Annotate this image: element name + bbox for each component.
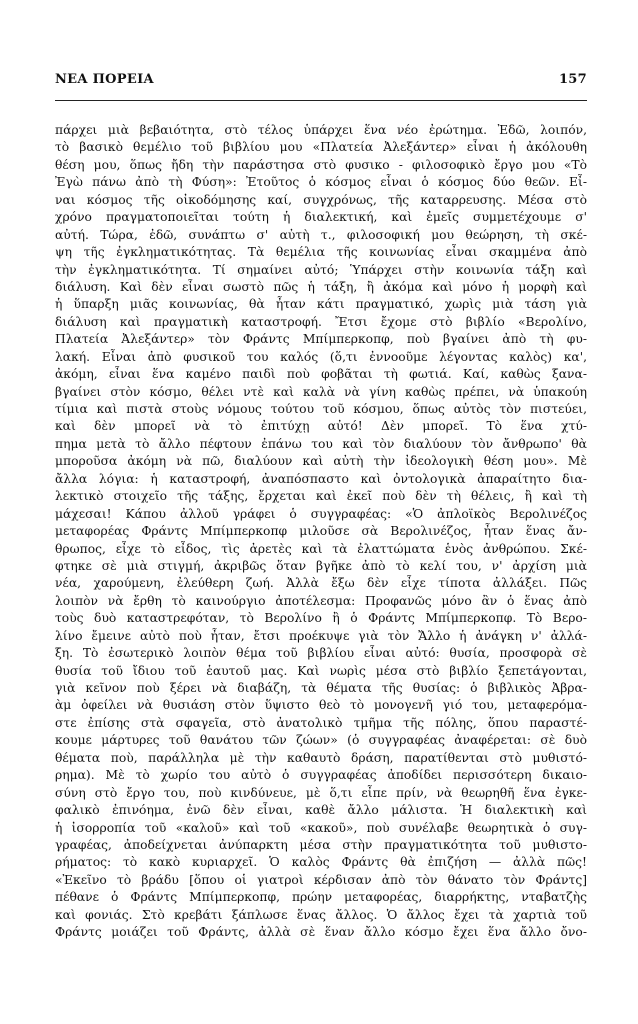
text-line: φτηκε σὲ μιὰ στιγμή, ἀκριβῶς ὅταν βγῆκε ἀπὸ τὸ κελί του, ν' ἀρχίση μιὰ bbox=[55, 558, 587, 573]
text-line: λίνο ἔμεινε αὐτὸ ποὺ ἦταν, ἔτσι προέκυψε γιὰ τὸν Ἄλλο ἡ ἀνάγκη ν' ἀλλά- bbox=[55, 628, 587, 643]
text-line: χρόνο πραγματοποιεῖται τούτη ἡ διαλεκτική, καὶ ἐμεῖς συμμετέχουμε σ' bbox=[55, 210, 587, 225]
text-line: Ἐγὼ πάνω ἀπὸ τὴ Φύση»: Ἐτοῦτος ὁ κόσμος εἶναι ὁ κόσμος δύο θεῶν. Εἶ- bbox=[55, 175, 587, 190]
text-line: στε ἐπίσης στὰ σφαγεῖα, στὸ ἀνατολικὸ τμῆμα τῆς πόλης, ὅπου παραστέ- bbox=[55, 715, 587, 730]
text-line: φαλικὸ ἐπινόημα, ἐνῶ δὲν εἶναι, καθὲ ἄλλο μάλιστα. Ἡ διαλεκτικὴ καὶ bbox=[55, 803, 587, 818]
text-line: νέα, χαρούμενη, ἐλεύθερη ζωή. Ἀλλὰ ἔξω δὲν εἶχε τίποτα ἀλλάξει. Πῶς bbox=[55, 576, 587, 591]
text-line: θέση μου, ὅπως ἤδη τὴν παράστησα στὸ φυσικο - φιλοσοφικὸ ἔργο μου «Τὸ bbox=[55, 157, 587, 172]
text-line: διάλυση καὶ πραγματικὴ καταστροφή. Ἔτσι ἔχομε στὸ βιβλίο «Βερολίνο, bbox=[55, 314, 587, 329]
text-line: πημα μετὰ τὸ ἄλλο πέφτουν ἐπάνω του καὶ τὸν διαλύουν τὸν ἄνθρωπο' θὰ bbox=[55, 436, 587, 451]
text-line: αὐτή. Τώρα, ἐδῶ, συνάπτω σ' αὐτὴ τ., φιλοσοφική μου θεώρηση, τὴ σκέ- bbox=[55, 227, 587, 242]
text-line: ἡ ἰσορροπία τοῦ «καλοῦ» καὶ τοῦ «κακοῦ», ποὺ συνέλαβε θεωρητικὰ ὁ συγ- bbox=[55, 820, 587, 835]
text-line: πέθανε ὁ Φράντς Μπίμπερκοπφ, πρώην μεταφορέας, διαρρήκτης, νταβατζὴς bbox=[55, 890, 587, 905]
text-line: «Ἐκεῖνο τὸ βράδυ [ὅπου οἱ γιατροὶ κέρδισαν ἀπὸ τὸν θάνατο τὸν Φράντς] bbox=[55, 872, 587, 887]
body-text bbox=[55, 122, 587, 942]
text-line: πάρχει μιὰ βεβαιότητα, στὸ τέλος ὑπάρχει ἕνα νέο ἐρώτημα. Ἐδῶ, λοιπόν, bbox=[55, 123, 587, 137]
text-line: καὶ δὲν μπορεῖ νὰ τὸ ἐπιτύχῃ αὐτό! Δὲν μπορεῖ. Τὸ ἕνα χτύ- bbox=[55, 419, 587, 434]
text-line: τὸ βασικὸ θεμέλιο τοῦ βιβλίου μου «Πλατεία Ἀλεξάντερ» εἶναι ἡ ἀκόλουθη bbox=[55, 140, 587, 155]
text-line: Πλατεία Ἀλεξάντερ» τὸν Φράντς Μπίμπερκοπφ, ποὺ βγαίνει ἀπὸ τὴ φυ- bbox=[55, 332, 587, 347]
text-line: ἡ ὕπαρξη μιᾶς κοινωνίας, θὰ ἦταν κάτι πραγματικό, χωρὶς μιὰ τάση γιὰ bbox=[55, 297, 587, 312]
text-line: μάχεσαι! Κάπου ἀλλοῦ γράφει ὁ συγγραφέας: «Ὁ ἀπλοϊκὸς Βερολινέζος bbox=[55, 506, 587, 521]
text-line: διάλυση. Καὶ δὲν εἶναι σωστὸ πῶς ἡ τάξη, ἢ ἀκόμα καὶ μόνο ἡ μορφὴ καὶ bbox=[55, 279, 587, 294]
text-line: βγαίνει στὸν κόσμο, θέλει ντὲ καὶ καλὰ νὰ γίνη καθὼς πρέπει, νὰ ὑπακούη bbox=[55, 384, 587, 399]
text-line: τοὺς δυὸ καταστρεφόταν, τὸ Βερολίνο ἢ ὁ Φράντς Μπίμπερκοπφ. Τὸ Βερο- bbox=[55, 611, 587, 626]
text-line: καὶ φονιάς. Στὸ κρεβάτι ξάπλωσε ἕνας ἄλλος. Ὁ ἄλλος ἔχει τὰ χαρτιὰ τοῦ bbox=[55, 907, 587, 922]
text-line: λακή. Εἶναι ἀπὸ φυσικοῦ του καλός (ὅ,τι ἐννοοῦμε λέγοντας καλὸς) κα', bbox=[55, 349, 587, 364]
text-line: ρήματος: τὸ κακὸ κυριαρχεῖ. Ὁ καλὸς Φράντς θὰ ἐπιζήση — ἀλλὰ πῶς! bbox=[55, 855, 587, 870]
journal-title: ΝΕΑ ΠΟΡΕΙΑ bbox=[55, 72, 154, 87]
text-line: θυσία τοῦ ἴδιου τοῦ ἑαυτοῦ μας. Καὶ νωρὶς μέσα στὸ βιβλίο ξεπετάγονται, bbox=[55, 663, 587, 678]
text-line: ρημα). Μὲ τὸ χωρίο του αὐτὸ ὁ συγγραφέας ἀποδίδει περισσότερη δικαιο- bbox=[55, 768, 587, 783]
text-line: τὴν ἐγκληματικότητα. Τί σημαίνει αὐτό; Ὑπάρχει στὴν κοινωνία τάξη καὶ bbox=[55, 262, 587, 277]
running-head bbox=[55, 72, 587, 87]
text-line: Φράντς μοιάζει τοῦ Φράντς, ἀλλὰ σὲ ἕναν ἄλλο κόσμο ἔχει ἕνα ἄλλο ὄνο- bbox=[55, 925, 587, 940]
text-line: μεταφορέας Φράντς Μπίμπερκοπφ μιλοῦσε σὰ Βερολινέζος, ἦταν ἕνας ἄν- bbox=[55, 524, 587, 539]
text-line: τίμια καὶ πιστὰ στοὺς νόμους τούτου τοῦ κόσμου, ὅπως αὐτὸς τὸν πιστεύει, bbox=[55, 402, 587, 416]
text-line: ναι κόσμος τῆς οἰκοδόμησης καί, συγχρόνως, τῆς καταρρευσης. Μέσα στὸ bbox=[55, 192, 587, 207]
page-number: 157 bbox=[558, 72, 587, 87]
text-line: γιὰ κεῖνον ποὺ ξέρει νὰ διαβάζη, τὰ θέματα τῆς θυσίας: ὁ βιβλικὸς Ἀβρα- bbox=[55, 681, 587, 695]
text-line: λεκτικὸ στοιχεῖο τῆς τάξης, ἔρχεται καὶ ἐκεῖ ποὺ δὲν τὴ θέλεις, ἢ καὶ τὴ bbox=[55, 489, 587, 504]
text-line: λοιπὸν νὰ ἔρθη τὸ καινούργιο ἀποτέλεσμα: Προφανῶς μόνο ἂν ὁ ἕνας ἀπὸ bbox=[55, 593, 587, 608]
text-line: γραφέας, ἀποδείχνεται ἀνύπαρκτη μέσα στὴν πραγματικότητα τοῦ μυθιστο- bbox=[55, 837, 587, 852]
text-line: σύνη στὸ ἔργο του, ποὺ κινδύνευε, μὲ ὅ,τι εἶπε πρίν, νὰ θεωρηθῆ ἕνα ἐγκε- bbox=[55, 785, 587, 800]
text-line: κουμε μάρτυρες τοῦ θανάτου τῶν ζώων» (ὁ συγγραφέας ἀναφέρεται: σὲ δυὸ bbox=[55, 733, 587, 748]
text-line: ἄλλα λόγια: ἡ καταστροφή, ἀναπόσπαστο καὶ ὀντολογικὰ ἀπαραίτητο δια- bbox=[55, 471, 587, 486]
text-line: ψη τῆς ἐγκληματικότητας. Τὰ θεμέλια τῆς κοινωνίας εἶναι σκαμμένα ἀπὸ bbox=[55, 245, 587, 260]
text-line: θέματα ποὺ, παράλληλα μὲ τὴν καθαυτὸ δράση, παρατίθενται στὸ μυθιστό- bbox=[55, 750, 587, 765]
text-line: ἀκόμη, εἶναι ἕνα καμένο παιδὶ ποὺ φοβᾶται τὴ φωτιά. Καί, καθὼς ξανα- bbox=[55, 367, 587, 382]
text-line: ξη. Τὸ ἐσωτερικὸ λοιπὸν θέμα τοῦ βιβλίου εἶναι αὐτό: θυσία, προσφορὰ σὲ bbox=[55, 646, 587, 661]
header-rule bbox=[55, 100, 587, 101]
text-line: ὰμ ὀφείλει νὰ θυσιάση στὸν ὕψιστο θεὸ τὸ μονογενῆ γιό του, μεταφερόμα- bbox=[55, 698, 587, 713]
text-line: θρωπος, εἶχε τὸ εἶδος, τὶς ἀρετὲς καὶ τὰ ἐλαττώματα ἑνὸς ἀνθρώπου. Σκέ- bbox=[55, 541, 587, 556]
text-line: μποροῦσα ἀκόμη νὰ πῶ, διαλύουν καὶ αὐτὴ τὴν ἰδεολογικὴ θέση μου». Μὲ bbox=[55, 454, 587, 469]
